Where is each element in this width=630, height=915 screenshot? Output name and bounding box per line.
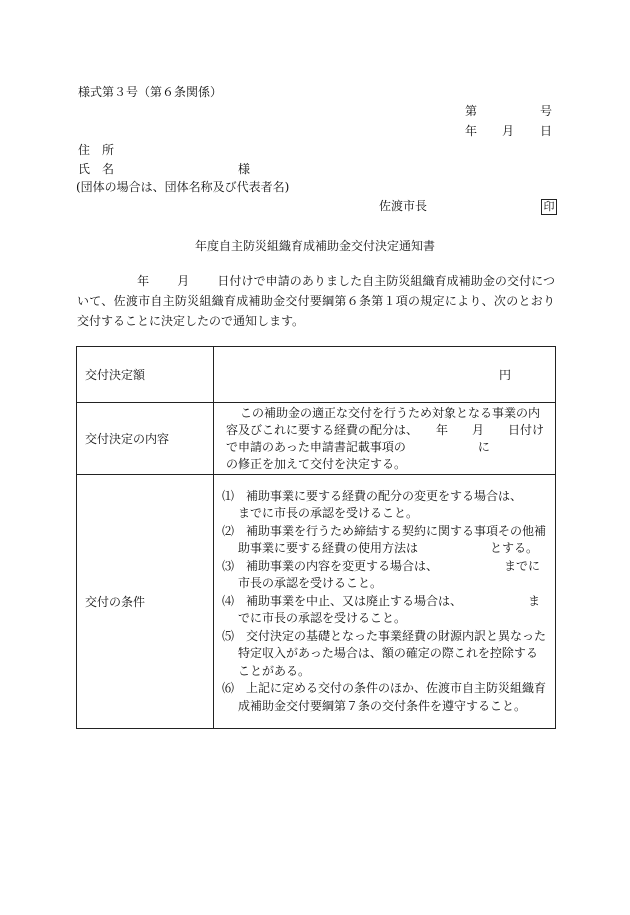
honorific: 様 [238, 162, 251, 176]
condition-item: ⑷ 補助事業を中止、又は廃止する場合は、 までに市長の承認を受けること。 [222, 593, 541, 626]
group-note: (団体の場合は、団体名称及び代表者名) [76, 180, 290, 194]
issuer-title: 佐渡市長 [379, 199, 428, 213]
content-text: この補助金の適正な交付を行うため対象となる事業の内容及びこれに要する経費の配分は、 年 月 日付けで申請のあった申請書記載事項の に の修正を加えて交付を決定する。 [226, 405, 550, 471]
date-month: 月 [502, 124, 515, 138]
content-label: 交付決定の内容 [77, 403, 214, 475]
intro-paragraph [77, 271, 555, 331]
name-label: 氏 名 [78, 162, 115, 176]
number-prefix: 第 [465, 104, 478, 118]
condition-item: ⑵ 補助事業を行うため締結する契約に関する事項その他補助事業に要する経費の使用方法は とする。 [222, 523, 547, 556]
conditions-label: 交付の条件 [77, 475, 214, 729]
amount-label: 交付決定額 [77, 347, 214, 403]
table-row [77, 403, 556, 475]
decision-table [76, 346, 577, 729]
seal-box: 印 [541, 199, 557, 215]
table-row [77, 347, 556, 403]
address-label: 住 所 [78, 143, 115, 157]
condition-item: ⑴ 補助事業に要する経費の配分の変更をする場合は、 までに市長の承認を受けること。 [222, 488, 577, 521]
intro-year: 年 [137, 274, 150, 288]
date-year: 年 [465, 124, 478, 138]
date-day: 日 [540, 124, 553, 138]
condition-item: ⑶ 補助事業の内容を変更する場合は、 までに市長の承認を受けること。 [222, 558, 541, 591]
table-row [77, 475, 556, 729]
number-suffix: 号 [540, 104, 553, 118]
amount-unit: 円 [214, 347, 556, 403]
conditions-cell [214, 475, 577, 729]
condition-item: ⑸ 交付決定の基礎となった事業経費の財源内訳と異なった特定収入があった場合は、額の確定の際これを控除することがある。 [222, 628, 547, 678]
content-cell [214, 403, 556, 475]
document-title: 年度自主防災組織育成補助金交付決定通知書 [194, 239, 435, 253]
intro-text: 日付けで申請のありました自主防災組織育成補助金の交付について、佐渡市自主防災組織育成補助金交付要綱第６条第１項の規定により、次のとおり交付することに決定したので通知します。 [77, 274, 555, 328]
condition-item: ⑹ 上記に定める交付の条件のほか、佐渡市自主防災組織育成補助金交付要綱第７条の交付条件を遵守すること。 [222, 681, 547, 713]
form-number: 様式第３号（第６条関係） [78, 85, 223, 99]
intro-month: 月 [177, 274, 190, 288]
